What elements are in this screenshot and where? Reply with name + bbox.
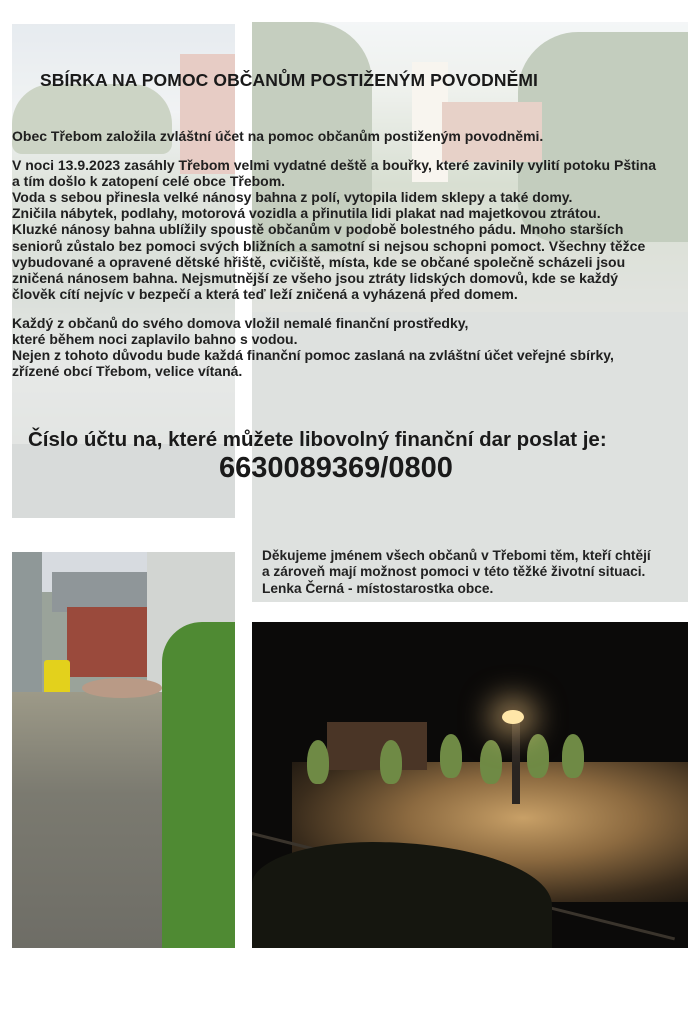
story-line: Zničila nábytek, podlahy, motorová vozidla a přinutila lidi plakat nad majetkovou ztrátou.	[12, 205, 601, 222]
story-line: V noci 13.9.2023 zasáhly Třebom velmi vydatné deště a bouřky, které zavinily vylití potoku Pština	[12, 157, 656, 174]
muddy-path-photo	[12, 552, 235, 948]
appeal-line: Nejen z tohoto důvodu bude každá finanční pomoc zaslaná na zvláštní účet veřejné sbírky,	[12, 347, 614, 364]
appeal-line: zřízené obcí Třebom, velice vítaná.	[12, 363, 243, 380]
photo-tree	[480, 740, 502, 784]
night-flood-photo	[252, 622, 688, 948]
intro-paragraph: Obec Třebom založila zvláštní účet na pomoc občanům postiženým povodněmi.	[12, 128, 544, 144]
account-label: Číslo účtu na, které můžete libovolný finanční dar poslat je:	[28, 428, 607, 451]
account-number: 6630089369/0800	[219, 452, 453, 484]
appeal-line: které během noci zaplavilo bahno s vodou.	[12, 331, 298, 348]
story-line: seniorů zůstalo bez pomoci svých bližních a samotní si nejsou schopni pomoct. Všechny těžce	[12, 237, 646, 254]
story-line: Voda s sebou přinesla velké nánosy bahna z polí, vytopila lidem sklepy a také domy.	[12, 189, 573, 206]
mud-path	[12, 692, 172, 948]
photo-tree	[440, 734, 462, 778]
story-line: a tím došlo k zatopení celé obce Třebom.	[12, 173, 286, 190]
body-text	[12, 128, 688, 379]
photo-tree	[380, 740, 402, 784]
thanks-line: a zároveň mají možnost pomoci v této těžké životní situaci.	[262, 564, 646, 580]
shed-roof	[52, 572, 152, 612]
appeal-line: Každý z občanů do svého domova vložil nemalé finanční prostředky,	[12, 314, 469, 331]
thanks-note	[262, 548, 688, 597]
red-brick-building	[67, 607, 147, 677]
page-title: SBÍRKA NA POMOC OBČANŮM POSTIŽENÝM POVODNĚMI	[40, 70, 538, 90]
photo-house	[327, 722, 427, 770]
photo-tree	[307, 740, 329, 784]
street-lamp	[512, 714, 520, 804]
signature-line: Lenka Černá - místostarostka obce.	[262, 580, 494, 596]
photo-tree	[562, 734, 584, 778]
story-line: vybudované a opravené dětské hřiště, cvičiště, místa, kde se občané společně scházeli jsou	[12, 253, 626, 270]
lamp-light	[502, 710, 524, 724]
mud-puddle	[82, 678, 162, 698]
thanks-line: Děkujeme jménem všech občanů v Třebomi těm, kteří chtějí	[262, 548, 651, 563]
yellow-bin	[44, 660, 70, 695]
story-line: Kluzké nánosy bahna ublížily spoustě občanům v podobě bolestného pádu. Mnoho starších	[12, 221, 624, 238]
story-line: člověk cítí nejvíc v bezpečí a která teď leží zničená a vyházená před domem.	[12, 285, 518, 302]
story-line: zničená nánosem bahna. Nejsmutnější ze všeho jsou ztráty lidských domovů, kde se každý	[12, 269, 619, 286]
green-hedge	[162, 622, 235, 948]
photo-tree	[527, 734, 549, 778]
